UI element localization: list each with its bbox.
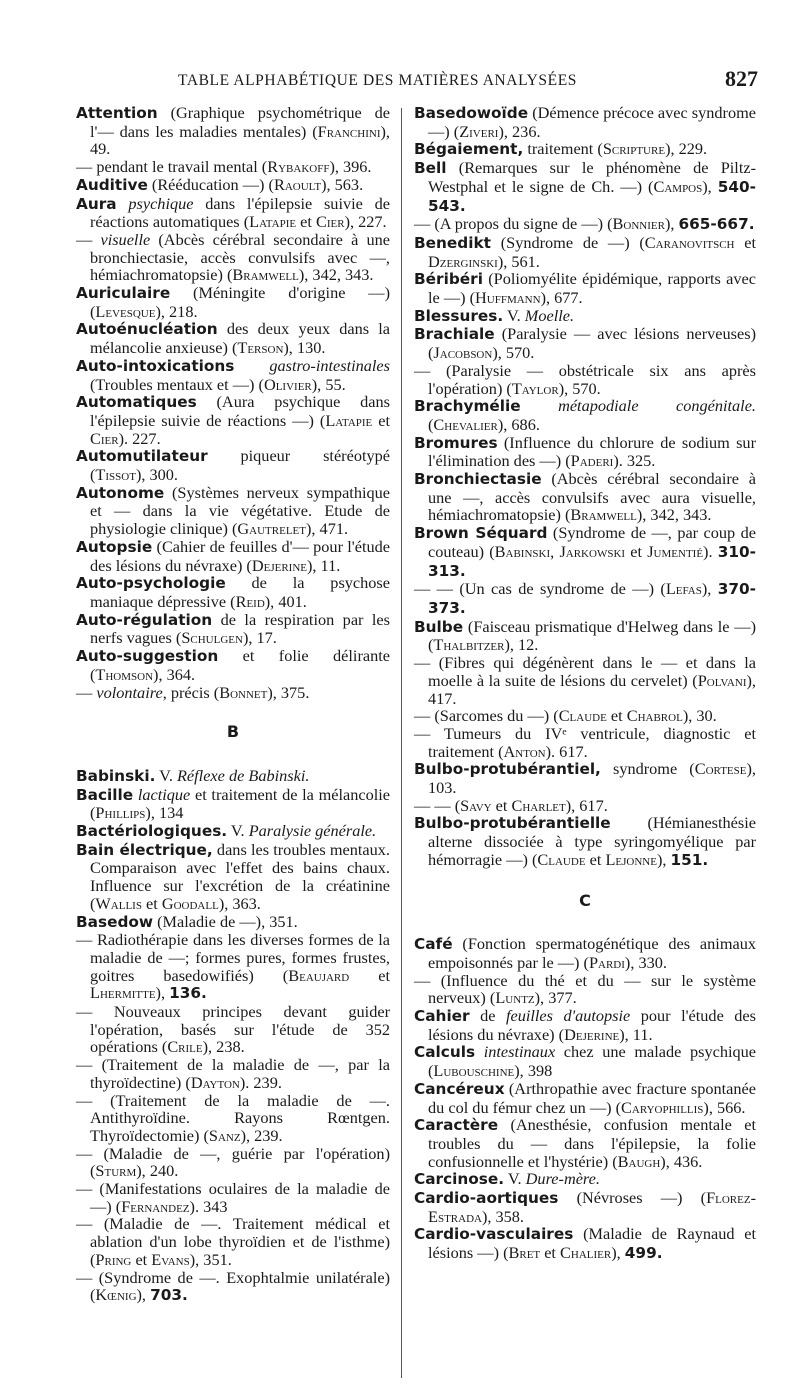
index-entry: — visuelle (Abcès cérébral secondaire à une bronchiectasie, accès convulsifs avec —, hémiachromatopsie) (Bramwell), 342, 343. [76, 229, 390, 285]
index-entry: Brachiale (Paralysie — avec lésions nerveuses) (Jacobson), 570. [414, 324, 756, 363]
index-entry: Cancéreux (Arthropathie avec fracture spontanée du col du fémur chez un —) (Caryophillis), 566. [414, 1078, 756, 1117]
index-entry: Bulbe (Faisceau prismatique d'Helweg dans le —) (Thalbitzer), 12. [414, 616, 756, 655]
index-entry: Brachymélie métapodiale congénitale. (Chevalier), 686. [414, 396, 756, 434]
index-entry: Bronchiectasie (Abcès cérébral secondaire à une —, accès convulsifs avec aura visuelle, hémiachromatopsie) (Bramwell), 342, 343. [414, 469, 756, 525]
index-entry: Bulbo-protubérantiel, syndrome (Cortese), 103. [414, 759, 756, 798]
index-entry: Bégaiement, traitement (Scripture), 229. [414, 139, 708, 159]
index-entry: Carcinose. V. Dure-mère. [414, 1169, 600, 1189]
index-entry: — (Influence du thé et du — sur le système nerveux) (Luntz), 377. [414, 970, 756, 1008]
left-column [76, 104, 390, 1305]
index-entry: Auriculaire (Méningite d'origine —) (Levesque), 218. [76, 283, 390, 321]
index-entry: Cardio-vasculaires (Maladie de Raynaud et lésions —) (Bret et Chalier), 499. [414, 1224, 756, 1263]
index-entry: Brown Séquard (Syndrome de —, par coup de couteau) (Babinski, Jarkowski et Jumentié). 310-313. [414, 523, 757, 580]
index-entry: — — (Un cas de syndrome de —) (Lefas), 370-373. [414, 579, 756, 617]
section-letter-c: C [579, 890, 591, 910]
index-entry: — Tumeurs du IVᵉ ventricule, diagnostic et traitement (Anton). 617. [414, 723, 756, 761]
index-entry: — — (Savy et Charlet), 617. [414, 795, 608, 815]
index-entry: Auditive (Rééducation —) (Raoult), 563. [76, 174, 364, 194]
index-entry: — (Traitement de la maladie de —. Antithyroïdine. Rayons Rœntgen. Thyroïdectomie) (Sanz), 239. [76, 1090, 390, 1145]
index-entry: Basedowoïde (Démence précoce avec syndrome —) (Ziveri), 236. [414, 103, 756, 141]
index-entry: — (Traitement de la maladie de —, par la thyroïdectine) (Dayton). 239. [76, 1055, 390, 1092]
index-entry: Blessures. V. Moelle. [414, 305, 575, 325]
index-entry: Bain électrique, dans les troubles mentaux. Comparaison avec l'effet des bains chaux. Influence sur l'excrétion de la créatinine (Wallis et Goodall), 363. [76, 839, 390, 913]
index-entry: — volontaire, précis (Bonnet), 375. [76, 682, 310, 702]
index-entry: Babinski. V. Réflexe de Babinski. [76, 765, 310, 785]
index-entry: Attention (Graphique psychométrique de l'— dans les maladies mentales) (Franchini), 49. [76, 103, 390, 159]
index-entry: — Nouveaux principes devant guider l'opération, basés sur l'étude de 352 opérations (Crile), 238. [76, 1002, 390, 1057]
index-entry: Caractère (Anesthésie, confusion mentale et troubles du — dans l'épilepsie, la folie confusionnelle et l'hystérie) (Baugh), 436. [414, 1115, 756, 1171]
page-header [0, 66, 800, 102]
index-entry: Auto-régulation de la respiration par les nerfs vagues (Schulgen), 17. [76, 609, 390, 648]
index-entry: Aura psychique dans l'épilepsie suivie de réactions automatiques (Latapie et Cier), 227. [76, 193, 390, 232]
index-entry: Cardio-aortiques (Névroses —) (Florez-Estrada), 358. [414, 1188, 756, 1226]
index-entry: — (Sarcomes du —) (Claude et Chabrol), 30. [414, 706, 717, 726]
index-entry: — Radiothérapie dans les diverses formes de la maladie de —; formes pures, formes frustes, goitres basedowifiés) (Beaujard et Lhermitte), 136. [76, 930, 391, 1003]
index-entry: — (Paralysie — obstétricale six ans après l'opération) (Taylor), 570. [414, 360, 756, 398]
index-entry: Autonome (Systèmes nerveux sympathique et — dans la vie végétative. Etude de physiologie clinique) (Gautrelet), 471. [76, 482, 390, 539]
index-entry: Autoénucléation des deux yeux dans la mélancolie anxieuse) (Terson), 130. [76, 319, 390, 358]
index-entry: Automatiques (Aura psychique dans l'épilepsie suivie de réactions —) (Latapie et Cier). 227. [76, 392, 390, 448]
index-entry: — (Maladie de —, guérie par l'opération) (Sturm), 240. [76, 1143, 390, 1181]
running-title: TABLE ALPHABÉTIQUE DES MATIÈRES ANALYSÉES [178, 72, 577, 89]
index-entry: Bell (Remarques sur le phénomène de Piltz-Westphal et le signe de Ch. —) (Campos), 540-543. [414, 158, 757, 215]
index-entry: Automutilateur piqueur stéréotypé (Tissot), 300. [76, 446, 390, 485]
section-letter-b: B [226, 722, 240, 742]
index-entry: Autopsie (Cahier de feuilles d'— pour l'étude des lésions du névraxe) (Dejerine), 11. [76, 536, 390, 575]
index-entry: — (Manifestations oculaires de la maladie de —) (Fernandez). 343 [76, 1179, 390, 1216]
index-entry: Bacille lactique et traitement de la mélancolie (Phillips), 134 [76, 784, 391, 823]
index-entry: Auto-psychologie de la psychose maniaque dépressive (Reid), 401. [76, 573, 390, 611]
index-entry: — (Fibres qui dégénèrent dans le — et dans la moelle à la suite de lésions du cervelet) (Polvani), 417. [414, 653, 756, 708]
index-entry: Bulbo-protubérantielle (Hémianesthésie alterne dissociée à type syringomyélique par hémorragie —) (Claude et Lejonne), 151. [414, 813, 756, 869]
right-column [414, 104, 756, 1263]
index-entry: — (Maladie de —. Traitement médical et ablation d'un lobe thyroïdien et de l'isthme) (Pring et Evans), 351. [76, 1214, 390, 1269]
index-entry: Auto-intoxications gastro-intestinales (Troubles mentaux et —) (Olivier), 55. [76, 355, 390, 394]
index-entry: Cahier de feuilles d'autopsie pour l'étude des lésions du névraxe) (Dejerine), 11. [414, 1006, 756, 1044]
index-entry: Benedikt (Syndrome de —) (Caranovitsch et Dzerginski), 561. [414, 232, 756, 271]
index-entry: Bromures (Influence du chlorure de sodium sur l'élimination des —) (Paderi). 325. [414, 432, 756, 471]
index-entry: Calculs intestinaux chez une malade psychique (Lubouschine), 398 [414, 1042, 756, 1081]
page-number: 827 [725, 66, 758, 91]
index-entry: — (A propos du signe de —) (Bonnier), 665-667. [414, 214, 755, 234]
index-entry: Béribéri (Poliomyélite épidémique, rapports avec le —) (Huffmann), 677. [414, 269, 756, 308]
index-entry: Auto-suggestion et folie délirante (Thomson), 364. [76, 646, 390, 684]
index-entry: Basedow (Maladie de —), 351. [76, 911, 298, 931]
index-entry: — pendant le travail mental (Rybakoff), 396. [76, 157, 372, 177]
index-entry: — (Syndrome de —. Exophtalmie unilatérale) (Kœnig), 703. [76, 1267, 390, 1305]
column-divider [401, 108, 402, 1378]
index-entry: Bactériologiques. V. Paralysie générale. [76, 821, 377, 841]
index-entry: Café (Fonction spermatogénétique des animaux empoisonnés par le —) (Pardi), 330. [414, 934, 756, 972]
